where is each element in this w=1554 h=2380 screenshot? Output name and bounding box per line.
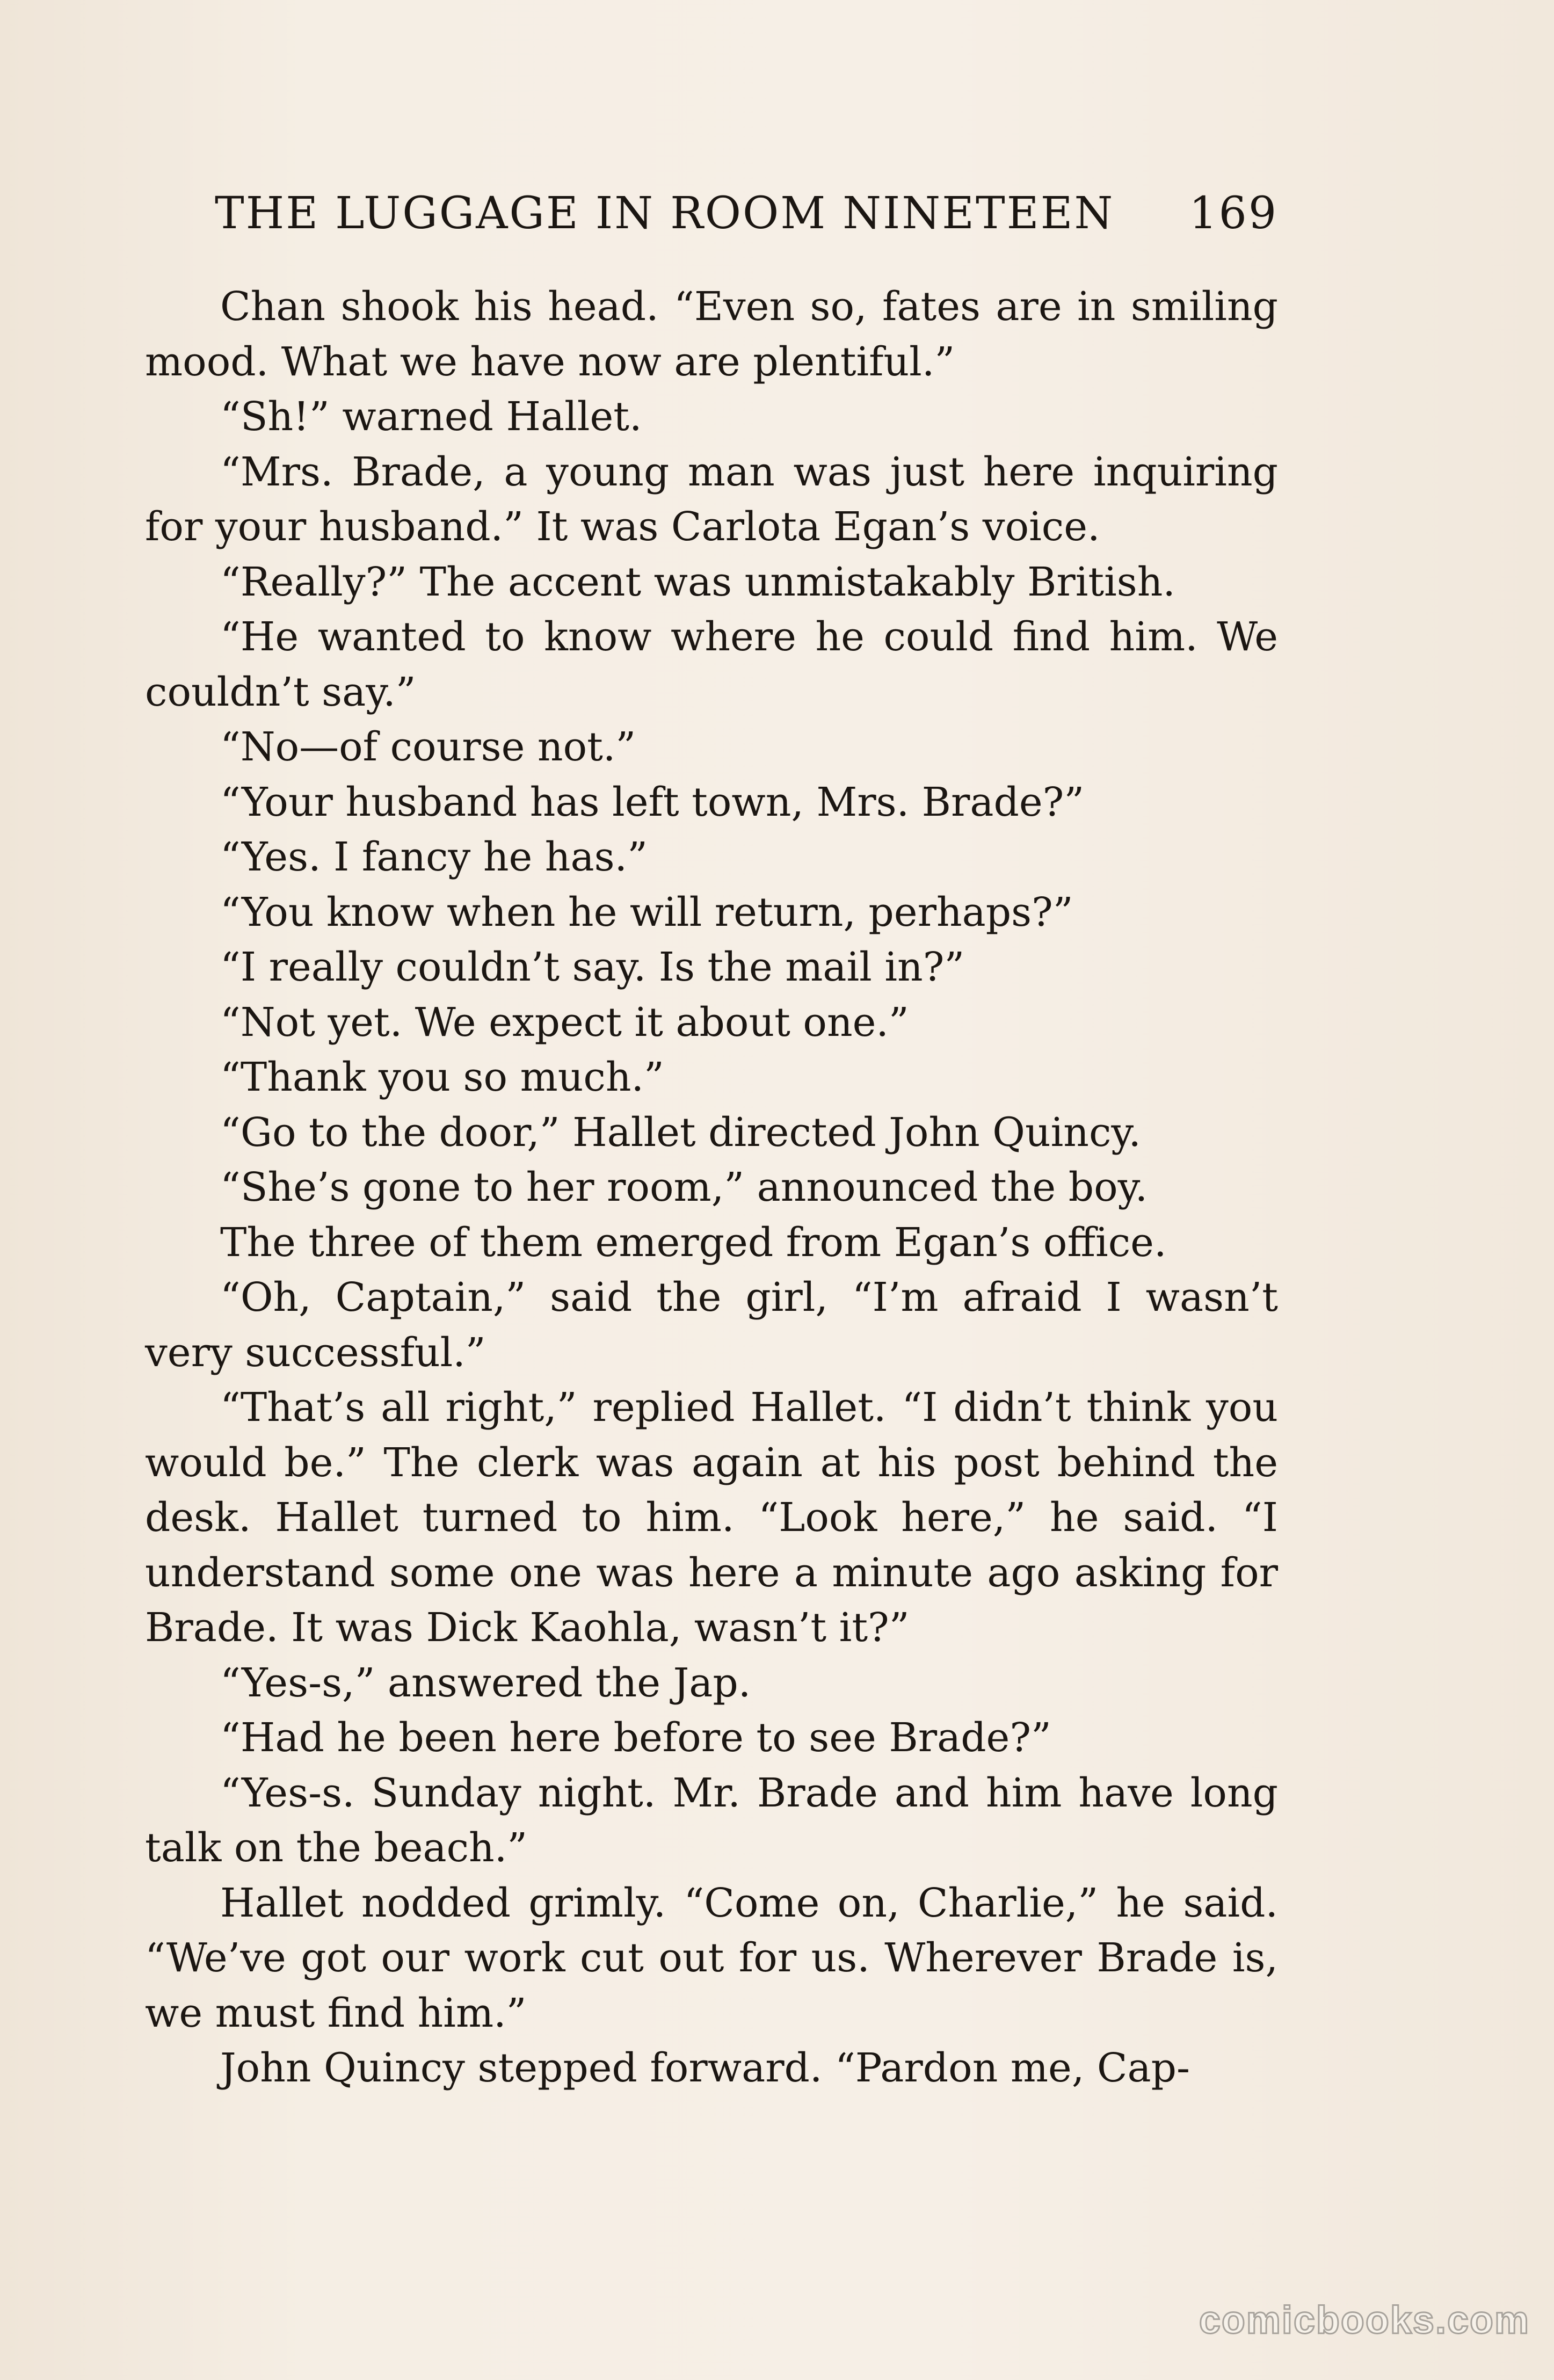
paragraph: “Your husband has left town, Mrs. Brade?” <box>220 779 1085 825</box>
running-head <box>145 188 1278 258</box>
paragraph: “Yes. I fancy he has.” <box>220 834 648 880</box>
paragraph: “Had he been here before to see Brade?” <box>220 1715 1051 1761</box>
paragraph: The three of them emerged from Egan’s office. <box>220 1219 1167 1266</box>
paragraph: “You know when he will return, perhaps?” <box>220 889 1073 935</box>
paragraph: “He wanted to know where he could find him. We couldn’t say.” <box>145 614 1278 715</box>
paragraph: Chan shook his head. “Even so, fates are in smiling mood. What we have now are plentiful.” <box>145 284 1278 385</box>
paragraph: John Quincy stepped forward. “Pardon me, Cap- <box>220 2045 1190 2091</box>
paragraph: “Sh!” warned Hallet. <box>220 394 642 440</box>
paragraph: “Oh, Captain,” said the girl, “I’m afraid I wasn’t very successful.” <box>145 1274 1278 1376</box>
text-block <box>145 188 1278 2096</box>
paragraph: “She’s gone to her room,” announced the boy. <box>220 1164 1148 1210</box>
paragraph: “Yes-s,” answered the Jap. <box>220 1659 751 1706</box>
paragraph: “That’s all right,” replied Hallet. “I didn’t think you would be.” The clerk was again at his post behind the desk. Hallet turned to him. “Look here,” he said. “I understand some one was here a minute ago asking for Brade. It was Dick Kaohla, wasn’t it?” <box>145 1384 1278 1651</box>
page-number: 169 <box>1189 188 1278 239</box>
paragraph: Hallet nodded grimly. “Come on, Charlie,” he said. “We’ve got our work cut out for us. Wherever Brade is, we must find him.” <box>145 1880 1278 2036</box>
paragraph: “Thank you so much.” <box>220 1054 664 1100</box>
paragraph: “Go to the door,” Hallet directed John Quincy. <box>220 1109 1141 1156</box>
paragraph: “Not yet. We expect it about one.” <box>220 999 909 1046</box>
running-title: THE LUGGAGE IN ROOM NINETEEN <box>215 188 1115 239</box>
paragraph: “Mrs. Brade, a young man was just here inquiring for your husband.” It was Carlota Egan’s voice. <box>145 448 1278 550</box>
paragraph: “I really couldn’t say. Is the mail in?” <box>220 944 965 990</box>
paragraph: “Really?” The accent was unmistakably British. <box>220 558 1175 605</box>
watermark: comicbooks.com <box>1199 2299 1530 2342</box>
paragraph: “No—of course not.” <box>220 724 636 770</box>
paragraph: “Yes-s. Sunday night. Mr. Brade and him have long talk on the beach.” <box>145 1769 1278 1871</box>
